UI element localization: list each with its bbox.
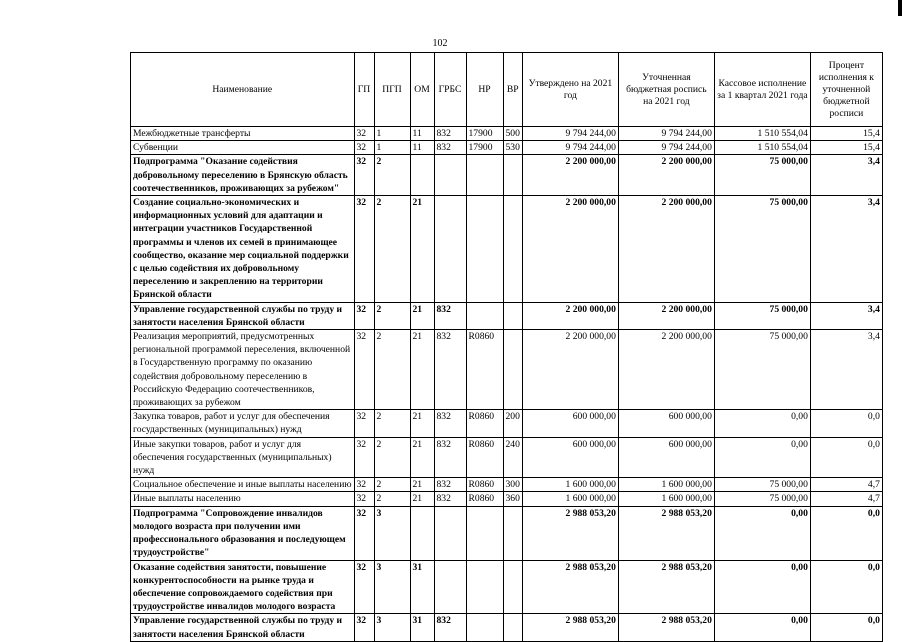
cell-om bbox=[410, 506, 434, 560]
cell-approved: 9 794 244,00 bbox=[522, 127, 618, 141]
cell-ppgp: 2 bbox=[374, 196, 410, 303]
cell-name: Иные выплаты населению bbox=[131, 492, 355, 506]
cell-ppgp: 3 bbox=[374, 614, 410, 641]
cell-percent: 3,4 bbox=[810, 155, 882, 196]
cell-vr: 360 bbox=[503, 492, 522, 506]
cell-om: 11 bbox=[410, 141, 434, 155]
cell-percent: 0,0 bbox=[810, 560, 882, 614]
cell-om: 31 bbox=[410, 560, 434, 614]
table-row bbox=[131, 437, 883, 478]
table-row bbox=[131, 127, 883, 141]
cell-gp: 32 bbox=[354, 560, 374, 614]
cell-np: R0860 bbox=[466, 492, 503, 506]
cell-approved: 1 600 000,00 bbox=[522, 478, 618, 492]
header-cash: Кассовое исполнение за 1 квартал 2021 года bbox=[714, 53, 810, 127]
cell-grbs: 832 bbox=[434, 127, 466, 141]
cell-grbs: 832 bbox=[434, 410, 466, 437]
cell-grbs bbox=[434, 560, 466, 614]
cell-refined: 600 000,00 bbox=[618, 410, 714, 437]
cell-name: Межбюджетные трансферты bbox=[131, 127, 355, 141]
cell-approved: 1 600 000,00 bbox=[522, 492, 618, 506]
cell-grbs: 832 bbox=[434, 492, 466, 506]
cell-cash: 1 510 554,04 bbox=[714, 127, 810, 141]
cell-om: 21 bbox=[410, 330, 434, 410]
cell-refined: 600 000,00 bbox=[618, 437, 714, 478]
cell-np bbox=[466, 560, 503, 614]
cell-cash: 0,00 bbox=[714, 506, 810, 560]
cell-om: 21 bbox=[410, 410, 434, 437]
cell-gp: 32 bbox=[354, 302, 374, 329]
cell-percent: 3,4 bbox=[810, 330, 882, 410]
cell-vr bbox=[503, 330, 522, 410]
cell-ppgp: 1 bbox=[374, 141, 410, 155]
table-row bbox=[131, 614, 883, 641]
table-row bbox=[131, 478, 883, 492]
cell-approved: 2 200 000,00 bbox=[522, 196, 618, 303]
cell-gp: 32 bbox=[354, 492, 374, 506]
table-header-row bbox=[131, 53, 883, 127]
cell-vr bbox=[503, 196, 522, 303]
cell-om: 21 bbox=[410, 196, 434, 303]
cell-ppgp: 3 bbox=[374, 506, 410, 560]
header-grbs: ГРБС bbox=[434, 53, 466, 127]
cell-approved: 2 988 053,20 bbox=[522, 560, 618, 614]
budget-table bbox=[130, 52, 883, 642]
cell-approved: 2 200 000,00 bbox=[522, 330, 618, 410]
table-row bbox=[131, 492, 883, 506]
cell-cash: 0,00 bbox=[714, 410, 810, 437]
table-row bbox=[131, 560, 883, 614]
cell-ppgp: 2 bbox=[374, 302, 410, 329]
cell-percent: 0,0 bbox=[810, 614, 882, 641]
cell-ppgp: 2 bbox=[374, 410, 410, 437]
cell-vr bbox=[503, 614, 522, 641]
cell-cash: 0,00 bbox=[714, 437, 810, 478]
cell-np: R0860 bbox=[466, 330, 503, 410]
header-vr: ВР bbox=[503, 53, 522, 127]
cell-percent: 3,4 bbox=[810, 196, 882, 303]
cell-approved: 600 000,00 bbox=[522, 410, 618, 437]
header-np: НР bbox=[466, 53, 503, 127]
cell-approved: 2 988 053,20 bbox=[522, 614, 618, 641]
cell-vr bbox=[503, 155, 522, 196]
table-row bbox=[131, 330, 883, 410]
cell-gp: 32 bbox=[354, 127, 374, 141]
cell-np: 17900 bbox=[466, 141, 503, 155]
cell-om: 11 bbox=[410, 127, 434, 141]
cell-refined: 2 988 053,20 bbox=[618, 506, 714, 560]
cell-approved: 2 200 000,00 bbox=[522, 155, 618, 196]
cell-vr: 300 bbox=[503, 478, 522, 492]
cell-ppgp: 2 bbox=[374, 478, 410, 492]
cell-name: Управление государственной службы по труду и занятости населения Брянской области bbox=[131, 614, 355, 641]
cell-gp: 32 bbox=[354, 410, 374, 437]
cell-approved: 2 988 053,20 bbox=[522, 506, 618, 560]
cell-cash: 75 000,00 bbox=[714, 196, 810, 303]
table-row bbox=[131, 141, 883, 155]
table-row bbox=[131, 506, 883, 560]
cell-np bbox=[466, 196, 503, 303]
cell-gp: 32 bbox=[354, 330, 374, 410]
cell-refined: 2 200 000,00 bbox=[618, 302, 714, 329]
cell-ppgp: 2 bbox=[374, 492, 410, 506]
cell-np: 17900 bbox=[466, 127, 503, 141]
cell-gp: 32 bbox=[354, 141, 374, 155]
cell-ppgp: 1 bbox=[374, 127, 410, 141]
cell-name: Подпрограмма "Сопровождение инвалидов молодого возраста при получении ими профессионального образования и последующем трудоустройстве" bbox=[131, 506, 355, 560]
cell-percent: 0,0 bbox=[810, 437, 882, 478]
cell-om: 21 bbox=[410, 302, 434, 329]
cell-om bbox=[410, 155, 434, 196]
cell-percent: 0,0 bbox=[810, 506, 882, 560]
cell-refined: 1 600 000,00 bbox=[618, 492, 714, 506]
table-row bbox=[131, 302, 883, 329]
cell-grbs bbox=[434, 196, 466, 303]
cell-np bbox=[466, 614, 503, 641]
cell-refined: 2 200 000,00 bbox=[618, 196, 714, 303]
cell-np bbox=[466, 506, 503, 560]
cell-grbs: 832 bbox=[434, 478, 466, 492]
cell-om: 21 bbox=[410, 478, 434, 492]
cell-gp: 32 bbox=[354, 614, 374, 641]
cell-grbs: 832 bbox=[434, 437, 466, 478]
header-refined: Уточненная бюджетная роспись на 2021 год bbox=[618, 53, 714, 127]
cell-gp: 32 bbox=[354, 155, 374, 196]
cell-cash: 75 000,00 bbox=[714, 330, 810, 410]
cell-vr: 200 bbox=[503, 410, 522, 437]
cell-percent: 4,7 bbox=[810, 492, 882, 506]
cell-name: Оказание содействия занятости, повышение конкурентоспособности на рынке труда и обеспечение сопровождаемого содействия при трудоустройстве инвалидов молодого возраста bbox=[131, 560, 355, 614]
cell-ppgp: 2 bbox=[374, 155, 410, 196]
header-name: Наименование bbox=[131, 53, 355, 127]
cell-grbs: 832 bbox=[434, 614, 466, 641]
cell-gp: 32 bbox=[354, 196, 374, 303]
cell-percent: 15,4 bbox=[810, 127, 882, 141]
header-ppgp: ПГП bbox=[374, 53, 410, 127]
cell-np: R0860 bbox=[466, 437, 503, 478]
cell-ppgp: 2 bbox=[374, 330, 410, 410]
cell-name: Иные закупки товаров, работ и услуг для обеспечения государственных (муниципальных) нужд bbox=[131, 437, 355, 478]
cell-refined: 2 988 053,20 bbox=[618, 560, 714, 614]
cell-name: Реализация мероприятий, предусмотренных региональной программой переселения, включенной в Государственную программу по оказанию содействия добровольному переселению в Российскую Федерацию соотечественников, проживающих за рубежом bbox=[131, 330, 355, 410]
cell-refined: 2 988 053,20 bbox=[618, 614, 714, 641]
cell-ppgp: 3 bbox=[374, 560, 410, 614]
cell-name: Субвенции bbox=[131, 141, 355, 155]
table-row bbox=[131, 410, 883, 437]
cell-approved: 600 000,00 bbox=[522, 437, 618, 478]
cell-om: 21 bbox=[410, 492, 434, 506]
header-percent: Процент исполнения к уточненной бюджетной росписи bbox=[810, 53, 882, 127]
cell-np bbox=[466, 155, 503, 196]
cell-name: Создание социально-экономических и информационных условий для адаптации и интеграции участников Государственной программы и членов их семей в принимающее сообщество, оказание мер социальной поддержки с целью содействия их добровольному переселению и закреплению на территории Брянской области bbox=[131, 196, 355, 303]
cell-vr bbox=[503, 560, 522, 614]
cell-np: R0860 bbox=[466, 410, 503, 437]
cell-vr: 500 bbox=[503, 127, 522, 141]
page-number: 102 bbox=[432, 38, 448, 49]
cell-percent: 0,0 bbox=[810, 410, 882, 437]
cell-percent: 15,4 bbox=[810, 141, 882, 155]
cell-cash: 0,00 bbox=[714, 614, 810, 641]
cell-name: Подпрограмма "Оказание содействия добровольному переселению в Брянскую область соотечественников, проживающих за рубежом" bbox=[131, 155, 355, 196]
cell-name: Управление государственной службы по труду и занятости населения Брянской области bbox=[131, 302, 355, 329]
cell-refined: 9 794 244,00 bbox=[618, 141, 714, 155]
cell-vr bbox=[503, 302, 522, 329]
cell-gp: 32 bbox=[354, 506, 374, 560]
cell-grbs: 832 bbox=[434, 141, 466, 155]
cell-vr: 530 bbox=[503, 141, 522, 155]
cell-percent: 4,7 bbox=[810, 478, 882, 492]
cell-cash: 75 000,00 bbox=[714, 478, 810, 492]
cell-approved: 2 200 000,00 bbox=[522, 302, 618, 329]
cell-gp: 32 bbox=[354, 478, 374, 492]
cell-vr bbox=[503, 506, 522, 560]
cell-cash: 0,00 bbox=[714, 560, 810, 614]
cell-grbs: 832 bbox=[434, 330, 466, 410]
cell-om: 31 bbox=[410, 614, 434, 641]
cell-refined: 2 200 000,00 bbox=[618, 330, 714, 410]
cell-om: 21 bbox=[410, 437, 434, 478]
cell-name: Закупка товаров, работ и услуг для обеспечения государственных (муниципальных) нужд bbox=[131, 410, 355, 437]
cell-grbs bbox=[434, 506, 466, 560]
cell-cash: 75 000,00 bbox=[714, 492, 810, 506]
cell-approved: 9 794 244,00 bbox=[522, 141, 618, 155]
cell-ppgp: 2 bbox=[374, 437, 410, 478]
cell-percent: 3,4 bbox=[810, 302, 882, 329]
header-om: ОМ bbox=[410, 53, 434, 127]
header-approved: Утверждено на 2021 год bbox=[522, 53, 618, 127]
cell-refined: 1 600 000,00 bbox=[618, 478, 714, 492]
cell-cash: 75 000,00 bbox=[714, 155, 810, 196]
cell-np: R0860 bbox=[466, 478, 503, 492]
table-row bbox=[131, 196, 883, 303]
header-gp: ГП bbox=[354, 53, 374, 127]
cell-vr: 240 bbox=[503, 437, 522, 478]
cell-grbs bbox=[434, 155, 466, 196]
cell-name: Социальное обеспечение и иные выплаты населению bbox=[131, 478, 355, 492]
cell-gp: 32 bbox=[354, 437, 374, 478]
cell-cash: 1 510 554,04 bbox=[714, 141, 810, 155]
cell-cash: 75 000,00 bbox=[714, 302, 810, 329]
cell-refined: 2 200 000,00 bbox=[618, 155, 714, 196]
table-row bbox=[131, 155, 883, 196]
cell-np bbox=[466, 302, 503, 329]
cell-grbs: 832 bbox=[434, 302, 466, 329]
scan-edge-mark bbox=[898, 0, 902, 16]
cell-refined: 9 794 244,00 bbox=[618, 127, 714, 141]
